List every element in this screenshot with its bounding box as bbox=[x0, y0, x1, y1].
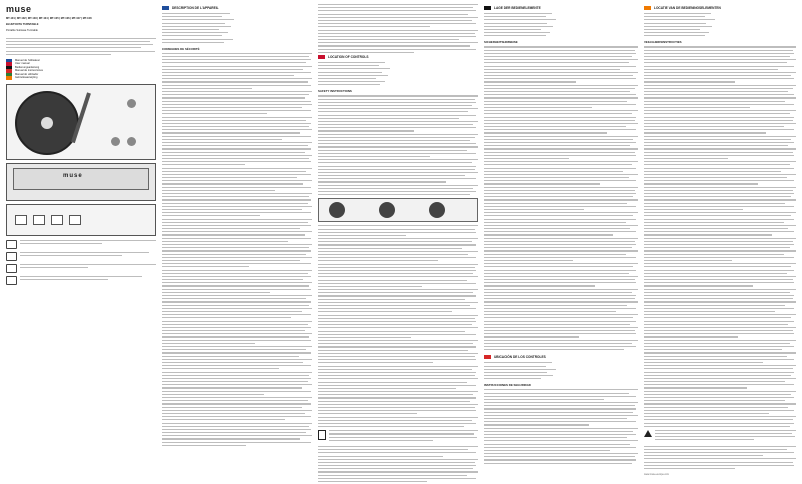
body-text-nl bbox=[644, 46, 796, 426]
language-item: Manual do utilizador bbox=[6, 73, 156, 77]
language-item: Manual de instrucciones bbox=[6, 69, 156, 73]
section-header-fr: DESCRIPTION DE L'APPAREIL bbox=[162, 6, 312, 10]
body-text-en-3 bbox=[318, 446, 478, 482]
language-list bbox=[6, 59, 156, 80]
intro-text bbox=[6, 38, 156, 55]
subheading-de: SICHERHEITSHINWEISE bbox=[484, 40, 518, 45]
section-header-en: LOCATION OF CONTROLS bbox=[318, 55, 478, 59]
brand-header bbox=[6, 4, 156, 14]
dutch-column bbox=[644, 4, 796, 478]
volume-knob-icon bbox=[111, 137, 120, 146]
body-text-nl-2 bbox=[644, 446, 796, 469]
controls-list-en bbox=[318, 62, 478, 85]
section-header-de: LAGE DER BEDIENELEMENTE bbox=[484, 6, 638, 10]
case-brand: muse bbox=[63, 172, 83, 179]
model-list: MT-101 | MT-102 | MT-103 | MT-104 | MT-105 | MT-106 | MT-107 | MT-108 bbox=[6, 17, 92, 20]
rear-panel-diagram bbox=[6, 204, 156, 236]
turntable-diagram bbox=[6, 84, 156, 160]
recycle-icon bbox=[6, 264, 17, 273]
flag-nl-icon bbox=[644, 6, 651, 10]
ce-mark-icon bbox=[6, 276, 17, 285]
section-header-nl: LOCATIE VAN DE BEDIENINGSELEMENTEN bbox=[644, 6, 796, 10]
body-text-fr-cont bbox=[318, 4, 478, 53]
flag-fr-icon bbox=[162, 6, 169, 10]
muse-logo: muse bbox=[6, 4, 32, 14]
footer-url: www.muse-europe.com bbox=[644, 472, 669, 476]
controls-list-de bbox=[484, 13, 638, 36]
cover-column bbox=[6, 4, 156, 288]
body-text-es bbox=[484, 389, 638, 463]
speed-knob-icon bbox=[127, 137, 136, 146]
product-tagline: Portable Suitcase Turntable bbox=[6, 28, 38, 32]
subheading-fr: CONSIGNES DE SÉCURITÉ bbox=[162, 46, 200, 51]
body-text-de bbox=[484, 46, 638, 350]
french-column bbox=[162, 4, 312, 448]
symbol-legend bbox=[6, 240, 156, 285]
subheading-es: INSTRUCCIONES DE SEGURIDAD bbox=[484, 383, 531, 388]
suitcase-diagram bbox=[6, 163, 156, 201]
language-item: User manual bbox=[6, 62, 156, 66]
controls-list-fr bbox=[162, 13, 312, 43]
record-icon bbox=[429, 202, 445, 218]
controls-list-nl bbox=[644, 13, 796, 36]
body-text-fr bbox=[162, 53, 312, 446]
usb-port-icon bbox=[15, 215, 27, 225]
case-lid bbox=[13, 168, 149, 190]
controls-list-es bbox=[484, 362, 638, 379]
platter-icon bbox=[15, 91, 79, 155]
mode-knob-icon bbox=[127, 99, 136, 108]
record-icon bbox=[379, 202, 395, 218]
device-icon bbox=[6, 240, 17, 249]
subheading-en: SAFETY INSTRUCTIONS bbox=[318, 89, 352, 94]
flag-de-icon bbox=[484, 6, 491, 10]
flag-nl-icon bbox=[6, 76, 12, 80]
warning-triangle-icon bbox=[644, 430, 652, 437]
language-item: Gebruiksaanwijzing bbox=[6, 76, 156, 80]
body-text-en bbox=[318, 95, 478, 195]
product-subtitle: BLUETOOTH TURNTABLE bbox=[6, 23, 39, 27]
subheading-nl: VEILIGHEIDSINSTRUCTIES bbox=[644, 40, 682, 45]
wheelie-bin-icon bbox=[318, 430, 326, 440]
english-column bbox=[318, 4, 478, 484]
line-out-icon bbox=[33, 215, 45, 225]
language-item: Manuel de l'utilisateur bbox=[6, 59, 156, 63]
vinyl-placement-illustration bbox=[318, 198, 478, 222]
power-jack-icon bbox=[51, 215, 63, 225]
flag-en-icon bbox=[318, 55, 325, 59]
flag-es-icon bbox=[484, 355, 491, 359]
aux-in-icon bbox=[69, 215, 81, 225]
language-item: Bedienungsanleitung bbox=[6, 66, 156, 70]
warning-notice bbox=[644, 430, 796, 443]
body-text-en-2 bbox=[318, 225, 478, 427]
section-header-es: UBICACIÓN DE LOS CONTROLES bbox=[484, 355, 638, 359]
record-icon bbox=[329, 202, 345, 218]
battery-icon bbox=[6, 252, 17, 261]
german-column bbox=[484, 4, 638, 466]
